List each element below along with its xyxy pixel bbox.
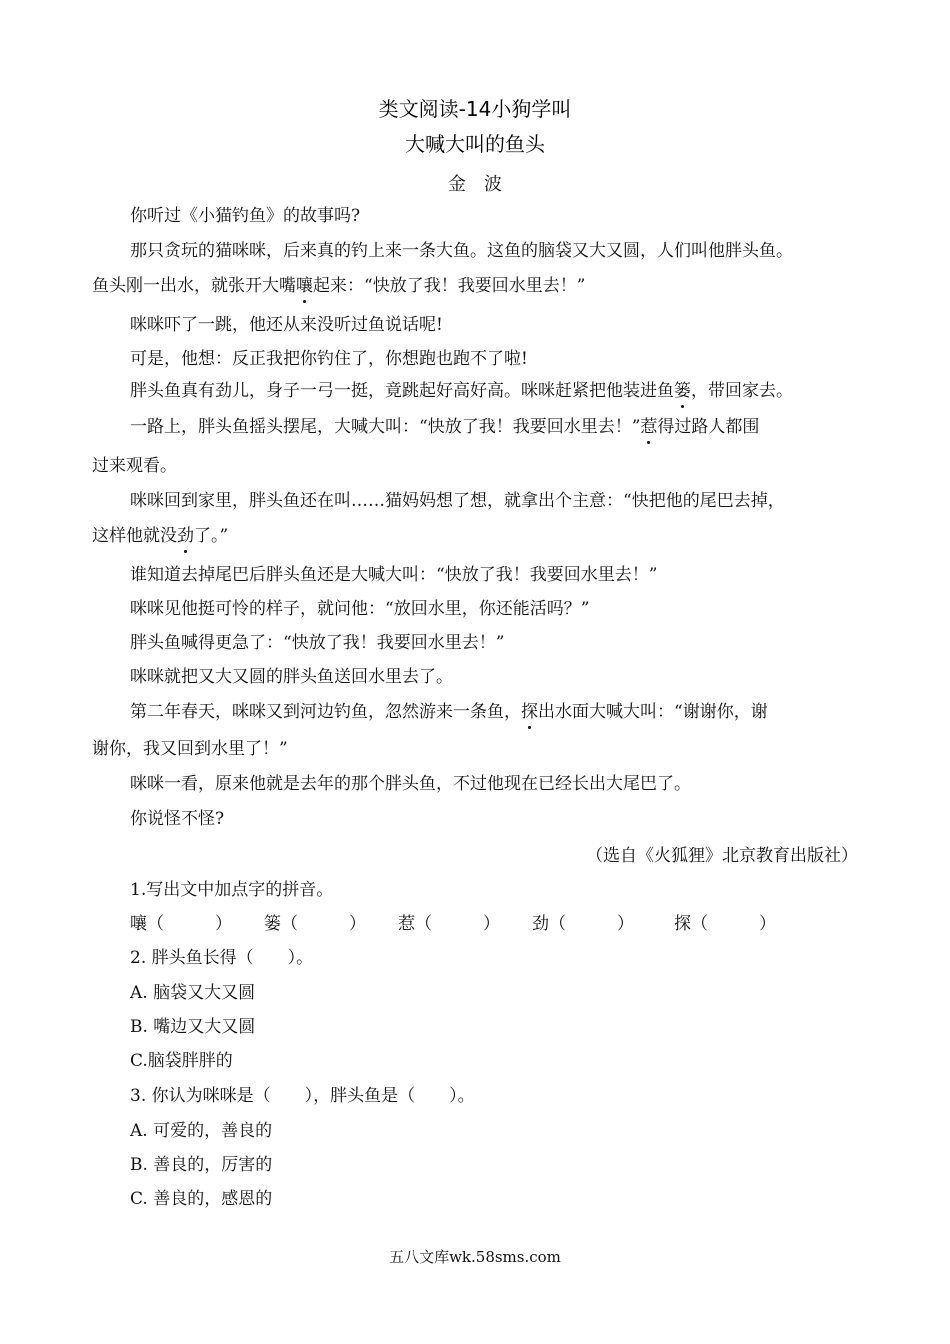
question-2-option-a: A. 脑袋又大又圆	[130, 983, 256, 1003]
paragraph-13: 咪咪一看，原来他就是去年的那个胖头鱼，不过他现在已经长出大尾巴了。	[130, 774, 691, 794]
dotted-char-lou: 篓	[674, 381, 691, 401]
text-span: 了。”	[194, 526, 229, 546]
pinyin-blank-lou: 篓（ ）	[264, 914, 366, 934]
text-span: 胖头鱼真有劲儿，身子一弓一挺，竟跳起好高好高。咪咪赶紧把他装进鱼	[130, 381, 674, 401]
question-2-option-c: C.脑袋胖胖的	[130, 1051, 233, 1071]
source-citation: （选自《火狐狸》北京教育出版社）	[586, 846, 858, 866]
pinyin-blank-tan: 探（ ）	[674, 914, 776, 934]
author-name: 金波	[448, 174, 520, 195]
text-span: 这样他就没	[92, 526, 177, 546]
paragraph-7: 咪咪回到家里，胖头鱼还在叫……猫妈妈想了想，就拿出个主意：“快把他的尾巴去掉，	[130, 491, 785, 511]
text-span: 鱼头刚一出水，就张开大嘴	[92, 276, 296, 296]
question-1: 1.写出文中加点字的拼音。	[130, 880, 334, 900]
pinyin-blank-jin: 劲（ ）	[532, 914, 634, 934]
paragraph-7-cont	[92, 525, 228, 547]
pinyin-blank-re: 惹（ ）	[398, 914, 500, 934]
paragraph-14: 你说怪不怪?	[130, 809, 225, 829]
paragraph-1: 你听过《小猫钓鱼》的故事吗?	[130, 206, 361, 226]
footer-watermark: 五八文库wk.58sms.com	[389, 1248, 561, 1266]
paragraph-9: 咪咪见他挺可怜的样子，就问他：“放回水里，你还能活吗？”	[130, 599, 590, 619]
paragraph-10: 胖头鱼喊得更急了：“快放了我！我要回水里去！”	[130, 633, 505, 653]
text-span: 起来：“快放了我！我要回水里去！”	[313, 276, 586, 296]
paragraph-2-cont	[92, 275, 585, 297]
paragraph-4: 可是，他想：反正我把你钓住了，你想跑也跑不了啦!	[130, 349, 528, 369]
dotted-char-jin: 劲	[177, 526, 194, 546]
paragraph-3: 咪咪吓了一跳，他还从来没听过鱼说话呢!	[130, 315, 443, 335]
question-3: 3. 你认为咪咪是（ ），胖头鱼是（ ）。	[130, 1086, 475, 1106]
question-3-option-a: A. 可爱的，善良的	[130, 1121, 273, 1141]
text-span: ，带回家去。	[691, 381, 793, 401]
text-span: 第二年春天，咪咪又到河边钓鱼，忽然游来一条鱼，	[130, 702, 521, 722]
paragraph-6	[130, 416, 759, 438]
question-3-option-c: C. 善良的，感恩的	[130, 1189, 273, 1209]
paragraph-2: 那只贪玩的猫咪咪，后来真的钓上来一条大鱼。这鱼的脑袋又大又圆，人们叫他胖头鱼。	[130, 241, 793, 261]
text-span: 出水面大喊大叫：“谢谢你，谢	[538, 702, 768, 722]
paragraph-8: 谁知道去掉尾巴后胖头鱼还是大喊大叫：“快放了我！我要回水里去！”	[130, 565, 658, 585]
paragraph-11: 咪咪就把又大又圆的胖头鱼送回水里去了。	[130, 667, 453, 687]
story-title: 大喊大叫的鱼头	[405, 132, 545, 156]
page-title: 类文阅读-14小狗学叫	[378, 97, 572, 121]
pinyin-blank-rang: 嚷（ ）	[130, 914, 232, 934]
question-3-option-b: B. 善良的，厉害的	[130, 1155, 273, 1175]
question-2: 2. 胖头鱼长得（ ）。	[130, 948, 314, 968]
paragraph-6-cont: 过来观看。	[92, 456, 177, 476]
text-span: 得过路人都围	[657, 417, 760, 437]
dotted-char-tan: 探	[521, 702, 538, 722]
text-span: 一路上，胖头鱼摇头摆尾，大喊大叫：“快放了我！我要回水里去！”	[130, 417, 641, 437]
paragraph-5	[130, 380, 793, 402]
question-2-option-b: B. 嘴边又大又圆	[130, 1017, 256, 1037]
paragraph-12-cont: 谢你，我又回到水里了！”	[92, 739, 288, 759]
dotted-char-rang: 嚷	[296, 276, 313, 296]
paragraph-12	[130, 701, 768, 723]
dotted-char-re: 惹	[640, 417, 658, 437]
